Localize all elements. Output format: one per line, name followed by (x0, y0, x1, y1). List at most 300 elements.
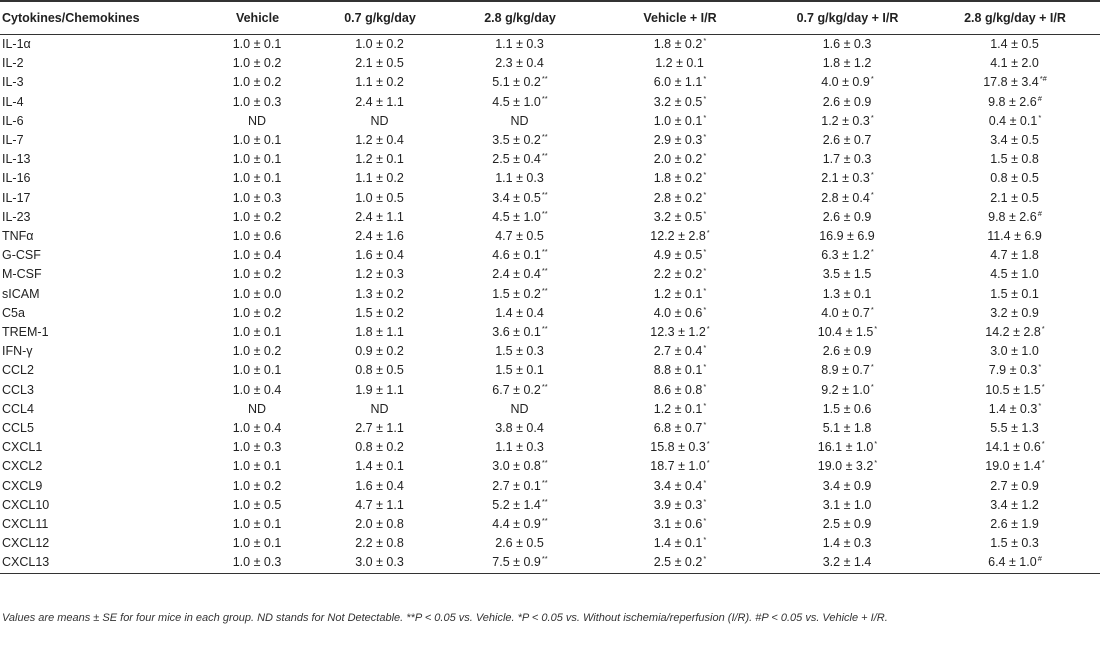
value-cell (200, 400, 315, 419)
cell-value: 2.8 ± 0.4 (821, 190, 870, 205)
cell-value: 2.8 ± 0.2 (653, 190, 703, 205)
cell-value: 2.6 ± 0.9 (822, 209, 872, 224)
cytokine-name: CXCL10 (2, 497, 50, 512)
value-cell (595, 265, 765, 284)
value-cell (595, 515, 765, 534)
cell-value: 0.4 ± 0.1 (988, 113, 1038, 128)
value-cell (445, 285, 595, 304)
value-cell (930, 419, 1100, 438)
significance-mark: * (703, 36, 707, 45)
value-cell (315, 419, 445, 438)
value-cell (930, 361, 1100, 380)
cell-value: 2.6 ± 1.9 (990, 517, 1039, 532)
significance-mark: * (1038, 362, 1042, 372)
significance-mark: * (706, 324, 710, 334)
value-cell (765, 35, 930, 55)
cell-value: 6.7 ± 0.2 (492, 382, 541, 397)
value-cell (930, 93, 1100, 112)
cytokine-name: IL-3 (2, 75, 24, 90)
cell-value: 1.3 ± 0.1 (822, 286, 872, 301)
cell-value: 4.0 ± 0.7 (821, 305, 870, 320)
cell-value: ND (247, 113, 267, 128)
value-cell (765, 323, 930, 342)
value-cell (765, 189, 930, 208)
cytokine-name: IL-17 (2, 190, 31, 205)
cell-value: 19.0 ± 1.4 (985, 459, 1041, 474)
value-cell (595, 246, 765, 265)
value-cell (930, 265, 1100, 284)
cell-value: 8.6 ± 0.8 (653, 382, 703, 397)
row-label-cell (0, 534, 200, 553)
value-cell (315, 400, 445, 419)
value-cell (595, 304, 765, 323)
cell-value: 1.9 ± 1.1 (355, 382, 404, 397)
value-cell (595, 323, 765, 342)
value-cell (200, 381, 315, 400)
cytokine-name: CCL3 (2, 382, 34, 397)
row-label-cell (0, 246, 200, 265)
table-row (0, 54, 1100, 73)
table-row (0, 361, 1100, 380)
significance-mark: ** (541, 496, 548, 506)
significance-mark: * (703, 151, 707, 161)
cell-value: 1.0 ± 0.4 (232, 248, 282, 263)
row-label-cell (0, 477, 200, 496)
value-cell (445, 35, 595, 55)
value-cell (200, 93, 315, 112)
cell-value: 1.6 ± 0.4 (355, 248, 404, 263)
value-cell (200, 361, 315, 380)
significance-mark: ** (541, 208, 548, 218)
value-cell (445, 457, 595, 476)
value-cell (595, 35, 765, 55)
value-cell (765, 534, 930, 553)
cell-value: 5.2 ± 1.4 (492, 497, 541, 512)
value-cell (200, 112, 315, 131)
significance-mark: ** (541, 189, 548, 199)
value-cell (765, 515, 930, 534)
cell-value: 3.5 ± 0.2 (492, 133, 541, 148)
cell-value: 1.5 ± 0.1 (495, 363, 544, 378)
value-cell (315, 189, 445, 208)
value-cell (445, 150, 595, 169)
column-header: Cytokines/Chemokines (0, 1, 200, 35)
cell-value: 3.4 ± 0.9 (822, 478, 872, 493)
cell-value: 2.7 ± 0.9 (990, 478, 1039, 493)
value-cell (315, 477, 445, 496)
cell-value: 8.9 ± 0.7 (821, 363, 870, 378)
value-cell (595, 400, 765, 419)
column-header: 2.8 g/kg/day (445, 1, 595, 35)
value-cell (930, 73, 1100, 92)
value-cell (930, 285, 1100, 304)
significance-mark: * (706, 458, 710, 468)
significance-mark: * (703, 132, 707, 142)
table-row (0, 265, 1100, 284)
cell-value: 1.1 ± 0.3 (495, 440, 544, 455)
cell-value: 8.8 ± 0.1 (653, 363, 703, 378)
cell-value: 1.0 ± 0.1 (232, 536, 282, 551)
value-cell (445, 169, 595, 188)
value-cell (595, 208, 765, 227)
cell-value: 2.3 ± 0.4 (495, 56, 544, 71)
value-cell (445, 131, 595, 150)
significance-mark: * (703, 247, 707, 257)
cytokine-name: CXCL11 (2, 517, 49, 532)
cell-value: 0.8 ± 0.5 (355, 363, 404, 378)
significance-mark: # (1037, 93, 1042, 103)
value-cell (595, 438, 765, 457)
table-row (0, 515, 1100, 534)
cell-value: 2.4 ± 1.6 (355, 229, 404, 244)
cell-value: 12.2 ± 2.8 (650, 229, 706, 244)
cell-value: 3.2 ± 0.5 (653, 209, 703, 224)
value-cell (315, 227, 445, 246)
cell-value: 3.4 ± 0.5 (990, 133, 1039, 148)
cell-value: 1.5 ± 0.2 (355, 305, 404, 320)
value-cell (200, 246, 315, 265)
value-cell (930, 400, 1100, 419)
cytokine-name: CCL5 (2, 421, 34, 436)
value-cell (930, 227, 1100, 246)
row-label-cell (0, 400, 200, 419)
significance-mark: * (1041, 458, 1045, 468)
cell-value: 1.0 ± 0.3 (232, 440, 282, 455)
cell-value: 1.3 ± 0.2 (355, 286, 404, 301)
value-cell (200, 131, 315, 150)
value-cell (765, 381, 930, 400)
cell-value: 1.4 ± 0.1 (355, 459, 404, 474)
cell-value: 1.0 ± 0.6 (232, 229, 282, 244)
significance-mark: *# (1039, 74, 1047, 84)
value-cell (765, 477, 930, 496)
cell-value: 5.5 ± 1.3 (990, 421, 1039, 436)
cell-value: 2.6 ± 0.9 (822, 344, 872, 359)
cell-value: 3.0 ± 1.0 (990, 344, 1039, 359)
cell-value: 4.5 ± 1.0 (492, 94, 541, 109)
value-cell (930, 534, 1100, 553)
value-cell (445, 496, 595, 515)
significance-mark: * (870, 381, 874, 391)
value-cell (930, 496, 1100, 515)
column-header: 2.8 g/kg/day + I/R (930, 1, 1100, 35)
cell-value: 1.5 ± 0.1 (990, 286, 1039, 301)
row-label-cell (0, 73, 200, 92)
significance-mark: ** (541, 554, 548, 564)
cell-value: 19.0 ± 3.2 (817, 459, 874, 474)
value-cell (930, 208, 1100, 227)
cell-value: 1.4 ± 0.3 (822, 536, 872, 551)
value-cell (315, 285, 445, 304)
cell-value: 1.0 ± 0.1 (232, 133, 282, 148)
row-label-cell (0, 515, 200, 534)
cell-value: 1.0 ± 0.1 (232, 363, 282, 378)
cell-value: 10.4 ± 1.5 (817, 325, 874, 340)
column-header: 0.7 g/kg/day (315, 1, 445, 35)
table-row (0, 131, 1100, 150)
significance-mark: * (1038, 112, 1042, 122)
value-cell (200, 419, 315, 438)
value-cell (595, 150, 765, 169)
cell-value: 1.2 ± 0.1 (653, 286, 703, 301)
significance-mark: * (703, 362, 707, 372)
cell-value: 1.5 ± 0.8 (990, 152, 1039, 167)
cell-value: 3.0 ± 0.8 (492, 459, 541, 474)
significance-mark: * (703, 516, 707, 526)
row-label-cell (0, 131, 200, 150)
cell-value: 4.6 ± 0.1 (492, 248, 541, 263)
table-row (0, 150, 1100, 169)
significance-mark: * (703, 266, 707, 276)
cell-value: ND (370, 113, 389, 128)
cell-value: 1.8 ± 1.1 (355, 325, 404, 340)
value-cell (445, 553, 595, 573)
value-cell (315, 35, 445, 55)
cell-value: 9.2 ± 1.0 (821, 382, 870, 397)
value-cell (765, 400, 930, 419)
value-cell (595, 477, 765, 496)
column-header: 0.7 g/kg/day + I/R (765, 1, 930, 35)
value-cell (200, 54, 315, 73)
value-cell (595, 381, 765, 400)
cell-value: 6.8 ± 0.7 (653, 421, 703, 436)
value-cell (315, 361, 445, 380)
table-row (0, 304, 1100, 323)
value-cell (200, 477, 315, 496)
cell-value: 9.8 ± 2.6 (988, 209, 1037, 224)
value-cell (930, 189, 1100, 208)
value-cell (445, 73, 595, 92)
cell-value: 1.0 ± 0.2 (232, 478, 282, 493)
cell-value: 0.8 ± 0.2 (355, 440, 404, 455)
cell-value: 7.5 ± 0.9 (492, 555, 541, 570)
value-cell (595, 361, 765, 380)
cell-value: 1.0 ± 0.2 (232, 305, 282, 320)
cell-value: 1.8 ± 1.2 (822, 56, 872, 71)
table-row (0, 112, 1100, 131)
value-cell (445, 534, 595, 553)
value-cell (315, 304, 445, 323)
cell-value: 1.6 ± 0.3 (822, 37, 872, 51)
significance-mark: ** (541, 132, 548, 142)
value-cell (315, 515, 445, 534)
value-cell (765, 169, 930, 188)
significance-mark: * (703, 112, 707, 122)
value-cell (200, 208, 315, 227)
significance-mark: * (703, 208, 707, 218)
cell-value: 1.0 ± 0.4 (232, 421, 282, 436)
cell-value: 1.0 ± 0.5 (232, 497, 282, 512)
value-cell (200, 150, 315, 169)
row-label-cell (0, 457, 200, 476)
cell-value: 1.0 ± 0.1 (232, 325, 282, 340)
cell-value: ND (510, 113, 529, 128)
row-label-cell (0, 304, 200, 323)
table-body (0, 35, 1100, 574)
value-cell (315, 534, 445, 553)
cell-value: 4.1 ± 2.0 (990, 56, 1039, 71)
cell-value: 2.6 ± 0.7 (822, 133, 872, 148)
significance-mark: * (870, 112, 874, 122)
value-cell (315, 208, 445, 227)
cell-value: ND (247, 401, 267, 416)
cell-value: 3.2 ± 1.4 (822, 555, 872, 570)
value-cell (765, 438, 930, 457)
cell-value: 3.2 ± 0.5 (653, 94, 703, 109)
value-cell (930, 150, 1100, 169)
cytokine-name: C5a (2, 305, 25, 320)
row-label-cell (0, 381, 200, 400)
value-cell (445, 361, 595, 380)
cell-value: ND (370, 401, 389, 416)
significance-mark: ** (541, 266, 548, 276)
significance-mark: ** (541, 74, 548, 84)
cell-value: 6.3 ± 1.2 (821, 248, 870, 263)
value-cell (445, 54, 595, 73)
cell-value: 1.0 ± 0.2 (232, 209, 282, 224)
cell-value: 2.4 ± 1.1 (355, 94, 404, 109)
significance-mark: ** (541, 477, 548, 487)
significance-mark: * (874, 439, 878, 449)
cytokine-name: IL-4 (2, 94, 24, 109)
value-cell (315, 73, 445, 92)
cell-value: 9.8 ± 2.6 (988, 94, 1037, 109)
cell-value: ND (510, 401, 529, 416)
value-cell (315, 169, 445, 188)
row-label-cell (0, 169, 200, 188)
cell-value: 1.8 ± 0.2 (653, 171, 703, 186)
cell-value: 1.1 ± 0.2 (355, 75, 404, 90)
cell-value: 18.7 ± 1.0 (650, 459, 706, 474)
value-cell (595, 189, 765, 208)
significance-mark: * (870, 362, 874, 372)
cell-value: 2.6 ± 0.5 (495, 536, 544, 551)
cell-value: 1.4 ± 0.3 (988, 401, 1038, 416)
value-cell (765, 419, 930, 438)
header-row (0, 1, 1100, 35)
cytokine-name: CXCL12 (2, 536, 50, 551)
value-cell (200, 438, 315, 457)
value-cell (930, 457, 1100, 476)
value-cell (445, 112, 595, 131)
cell-value: 1.2 ± 0.1 (655, 56, 704, 71)
value-cell (315, 93, 445, 112)
cell-value: 1.4 ± 0.4 (495, 305, 544, 320)
significance-mark: * (870, 170, 874, 180)
significance-mark: ** (541, 93, 548, 103)
value-cell (445, 189, 595, 208)
value-cell (595, 73, 765, 92)
cell-value: 3.4 ± 0.5 (492, 190, 541, 205)
value-cell (200, 496, 315, 515)
cell-value: 7.9 ± 0.3 (988, 363, 1038, 378)
cell-value: 3.1 ± 1.0 (822, 497, 872, 512)
cell-value: 1.0 ± 0.2 (355, 37, 404, 51)
cell-value: 1.7 ± 0.3 (822, 152, 872, 167)
cell-value: 2.1 ± 0.3 (821, 171, 870, 186)
cell-value: 2.2 ± 0.8 (355, 536, 404, 551)
cytokine-name: TNFα (2, 229, 34, 244)
cytokine-name: TREM-1 (2, 325, 49, 340)
cell-value: 15.8 ± 0.3 (650, 440, 706, 455)
table-row (0, 381, 1100, 400)
cell-value: 2.4 ± 0.4 (492, 267, 541, 282)
value-cell (315, 112, 445, 131)
value-cell (200, 534, 315, 553)
value-cell (595, 457, 765, 476)
value-cell (930, 342, 1100, 361)
value-cell (930, 323, 1100, 342)
significance-mark: ** (541, 324, 548, 334)
cell-value: 1.8 ± 0.2 (653, 37, 703, 51)
table-row (0, 438, 1100, 457)
value-cell (315, 381, 445, 400)
value-cell (765, 208, 930, 227)
cell-value: 1.2 ± 0.3 (821, 113, 870, 128)
cytokine-name: IL-7 (2, 133, 24, 148)
value-cell (315, 438, 445, 457)
cell-value: 3.6 ± 0.1 (492, 325, 541, 340)
table-row (0, 400, 1100, 419)
row-label-cell (0, 150, 200, 169)
cell-value: 14.2 ± 2.8 (985, 325, 1041, 340)
value-cell (445, 208, 595, 227)
row-label-cell (0, 361, 200, 380)
cytokine-name: M-CSF (2, 267, 42, 282)
significance-mark: * (703, 343, 707, 353)
table-row (0, 323, 1100, 342)
cell-value: 1.5 ± 0.3 (990, 536, 1039, 551)
value-cell (445, 419, 595, 438)
value-cell (445, 477, 595, 496)
significance-mark: * (1038, 400, 1042, 410)
value-cell (315, 131, 445, 150)
value-cell (200, 323, 315, 342)
value-cell (445, 515, 595, 534)
significance-mark: * (703, 400, 707, 410)
table-row (0, 246, 1100, 265)
significance-mark: * (703, 554, 707, 564)
cell-value: 17.8 ± 3.4 (983, 75, 1039, 90)
cell-value: 1.0 ± 0.2 (232, 75, 282, 90)
value-cell (765, 73, 930, 92)
value-cell (930, 304, 1100, 323)
cell-value: 2.5 ± 0.9 (822, 517, 872, 532)
value-cell (765, 265, 930, 284)
cell-value: 4.9 ± 0.5 (653, 248, 703, 263)
column-header: Vehicle + I/R (595, 1, 765, 35)
cell-value: 3.0 ± 0.3 (355, 555, 404, 570)
cell-value: 5.1 ± 0.2 (492, 75, 541, 90)
value-cell (445, 342, 595, 361)
significance-mark: * (1041, 381, 1045, 391)
value-cell (595, 54, 765, 73)
value-cell (200, 304, 315, 323)
value-cell (445, 438, 595, 457)
value-cell (200, 553, 315, 573)
value-cell (200, 342, 315, 361)
row-label-cell (0, 93, 200, 112)
cytokine-name: IL-2 (2, 56, 24, 71)
value-cell (765, 131, 930, 150)
cell-value: 1.0 ± 0.2 (232, 267, 282, 282)
row-label-cell (0, 54, 200, 73)
significance-mark: * (870, 247, 874, 257)
cell-value: 16.9 ± 6.9 (819, 229, 875, 244)
significance-mark: * (703, 496, 707, 506)
value-cell (765, 457, 930, 476)
cell-value: 2.0 ± 0.8 (355, 517, 404, 532)
